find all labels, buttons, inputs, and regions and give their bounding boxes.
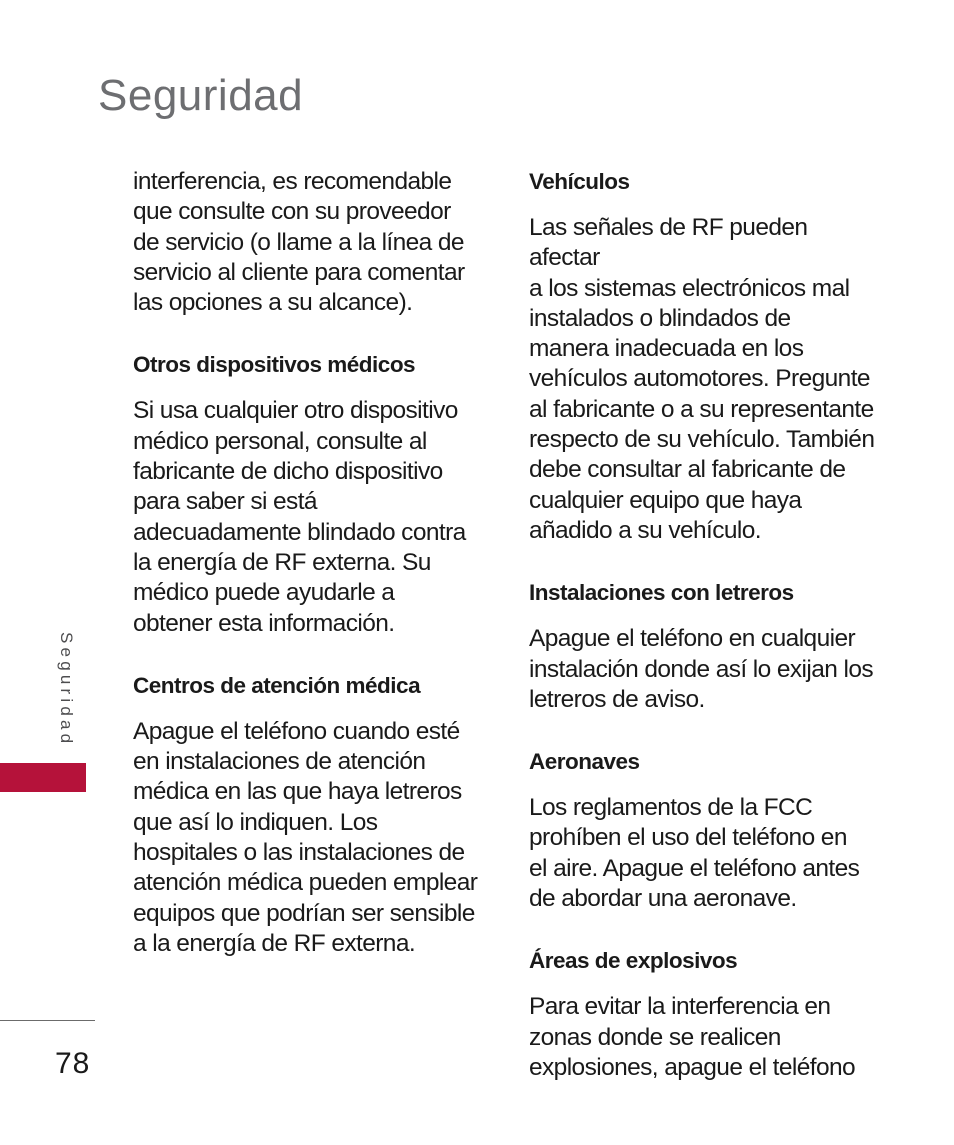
footer-divider: [0, 1020, 95, 1021]
section-text-aeronaves: Los reglamentos de la FCC prohíben el uso del teléfono en el aire. Apague el teléfono antes de abordar una aeronave.: [529, 794, 860, 913]
section-heading-aeronaves: Aeronaves: [529, 749, 640, 775]
section-text-vehiculos: Las señales de RF pueden afectar a los sistemas electrónicos mal instalados o blindados de manera inadecuada en los vehículos automotores. Pregunte al fabricante o a su representante respecto de su vehículo. También debe consultar al fabricante de cualquier equipo que haya añadido a su vehículo.: [529, 214, 875, 544]
section-text-instalaciones-letreros: Apague el teléfono en cualquier instalación donde así lo exijan los letreros de aviso.: [529, 625, 874, 713]
side-tab-label: Seguridad: [57, 632, 76, 748]
section-text-centros-atencion: Apague el teléfono cuando esté en instalaciones de atención médica en las que haya letreros que así lo indiquen. Los hospitales o las instalaciones de atención médica pueden emplear equipos que podrían ser sensible a la energía de RF externa.: [133, 717, 478, 957]
section-heading-vehiculos: Vehículos: [529, 169, 630, 194]
page-title: Seguridad: [98, 71, 304, 120]
section-text-otros-dispositivos: Si usa cualquier otro dispositivo médico personal, consulte al fabricante de dicho dispositivo para saber si está adecuadamente blindado contra la energía de RF externa. Su médico puede ayudarle a obtener esta información.: [133, 397, 466, 637]
section-heading-areas-explosivos: Áreas de explosivos: [529, 948, 738, 974]
section-heading-otros-dispositivos: Otros dispositivos médicos: [133, 352, 416, 378]
side-tab-marker: [0, 763, 86, 792]
left-column: [133, 167, 485, 959]
intro-paragraph: interferencia, es recomendable que consulte con su proveedor de servicio (o llame a la línea de servicio al cliente para comentar las opciones a su alcance).: [133, 168, 465, 317]
section-text-areas-explosivos: Para evitar la interferencia en zonas donde se realicen explosiones, apague el teléfono: [529, 993, 856, 1081]
section-heading-centros-atencion: Centros de atención médica: [133, 672, 421, 698]
section-heading-instalaciones-letreros: Instalaciones con letreros: [529, 580, 794, 606]
page-number: 78: [55, 1047, 91, 1080]
right-column: [529, 167, 881, 1083]
